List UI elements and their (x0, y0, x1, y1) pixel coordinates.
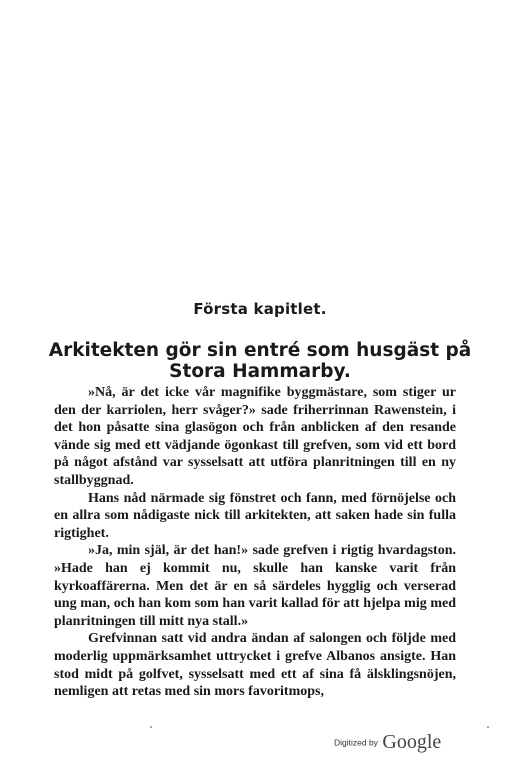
digitized-prefix: Digitized by (334, 737, 378, 748)
google-logo: Google (382, 731, 442, 753)
scan-speck (150, 726, 152, 728)
paragraph: »Nå, är det icke vår magnifike byggmästare, som stiger ur den der karriolen, herr svåger?» sade friherrinnan Rawenstein, i det hon påsatte sina glasögon och från anblicken af den resande vände sig med ett vädjande ögonkast till grefven, som vid ett bord på något afstånd var sysselsatt att utföra planritningen till en ny stallbyggnad. (54, 385, 456, 488)
scan-speck (487, 726, 489, 728)
chapter-title: Arkitekten gör sin entré som husgäst på Stora Hammarby. (48, 340, 472, 382)
paragraph: Hans nåd närmade sig fönstret och fann, med förnöjelse och en allra som nådigaste nick till arkitekten, att saken hade sin fulla rigtighet. (54, 490, 456, 541)
chapter-label: Första kapitlet. (193, 300, 327, 318)
paragraph: Grefvinnan satt vid andra ändan af salongen och följde med moderlig uppmärksamhet uttrycket i grefve Albanos ansigte. Han stod midt på golfvet, sysselsatt med ett af sina få älsklingsnöjen, nemligen att retas med sin mors favoritmops, (54, 631, 456, 700)
paragraph: »Ja, min själ, är det han!» sade grefven i rigtig hvardagston. »Hade han ej kommit nu, skulle han kanske varit från kyrkoaffärerna. Men det är en så särdeles hygglig och verserad ung man, och han kom som han varit kallad för att hjelpa mig med planritningen till mitt nya stall.» (54, 543, 456, 629)
body-text (54, 384, 456, 701)
digitized-watermark (334, 731, 441, 754)
